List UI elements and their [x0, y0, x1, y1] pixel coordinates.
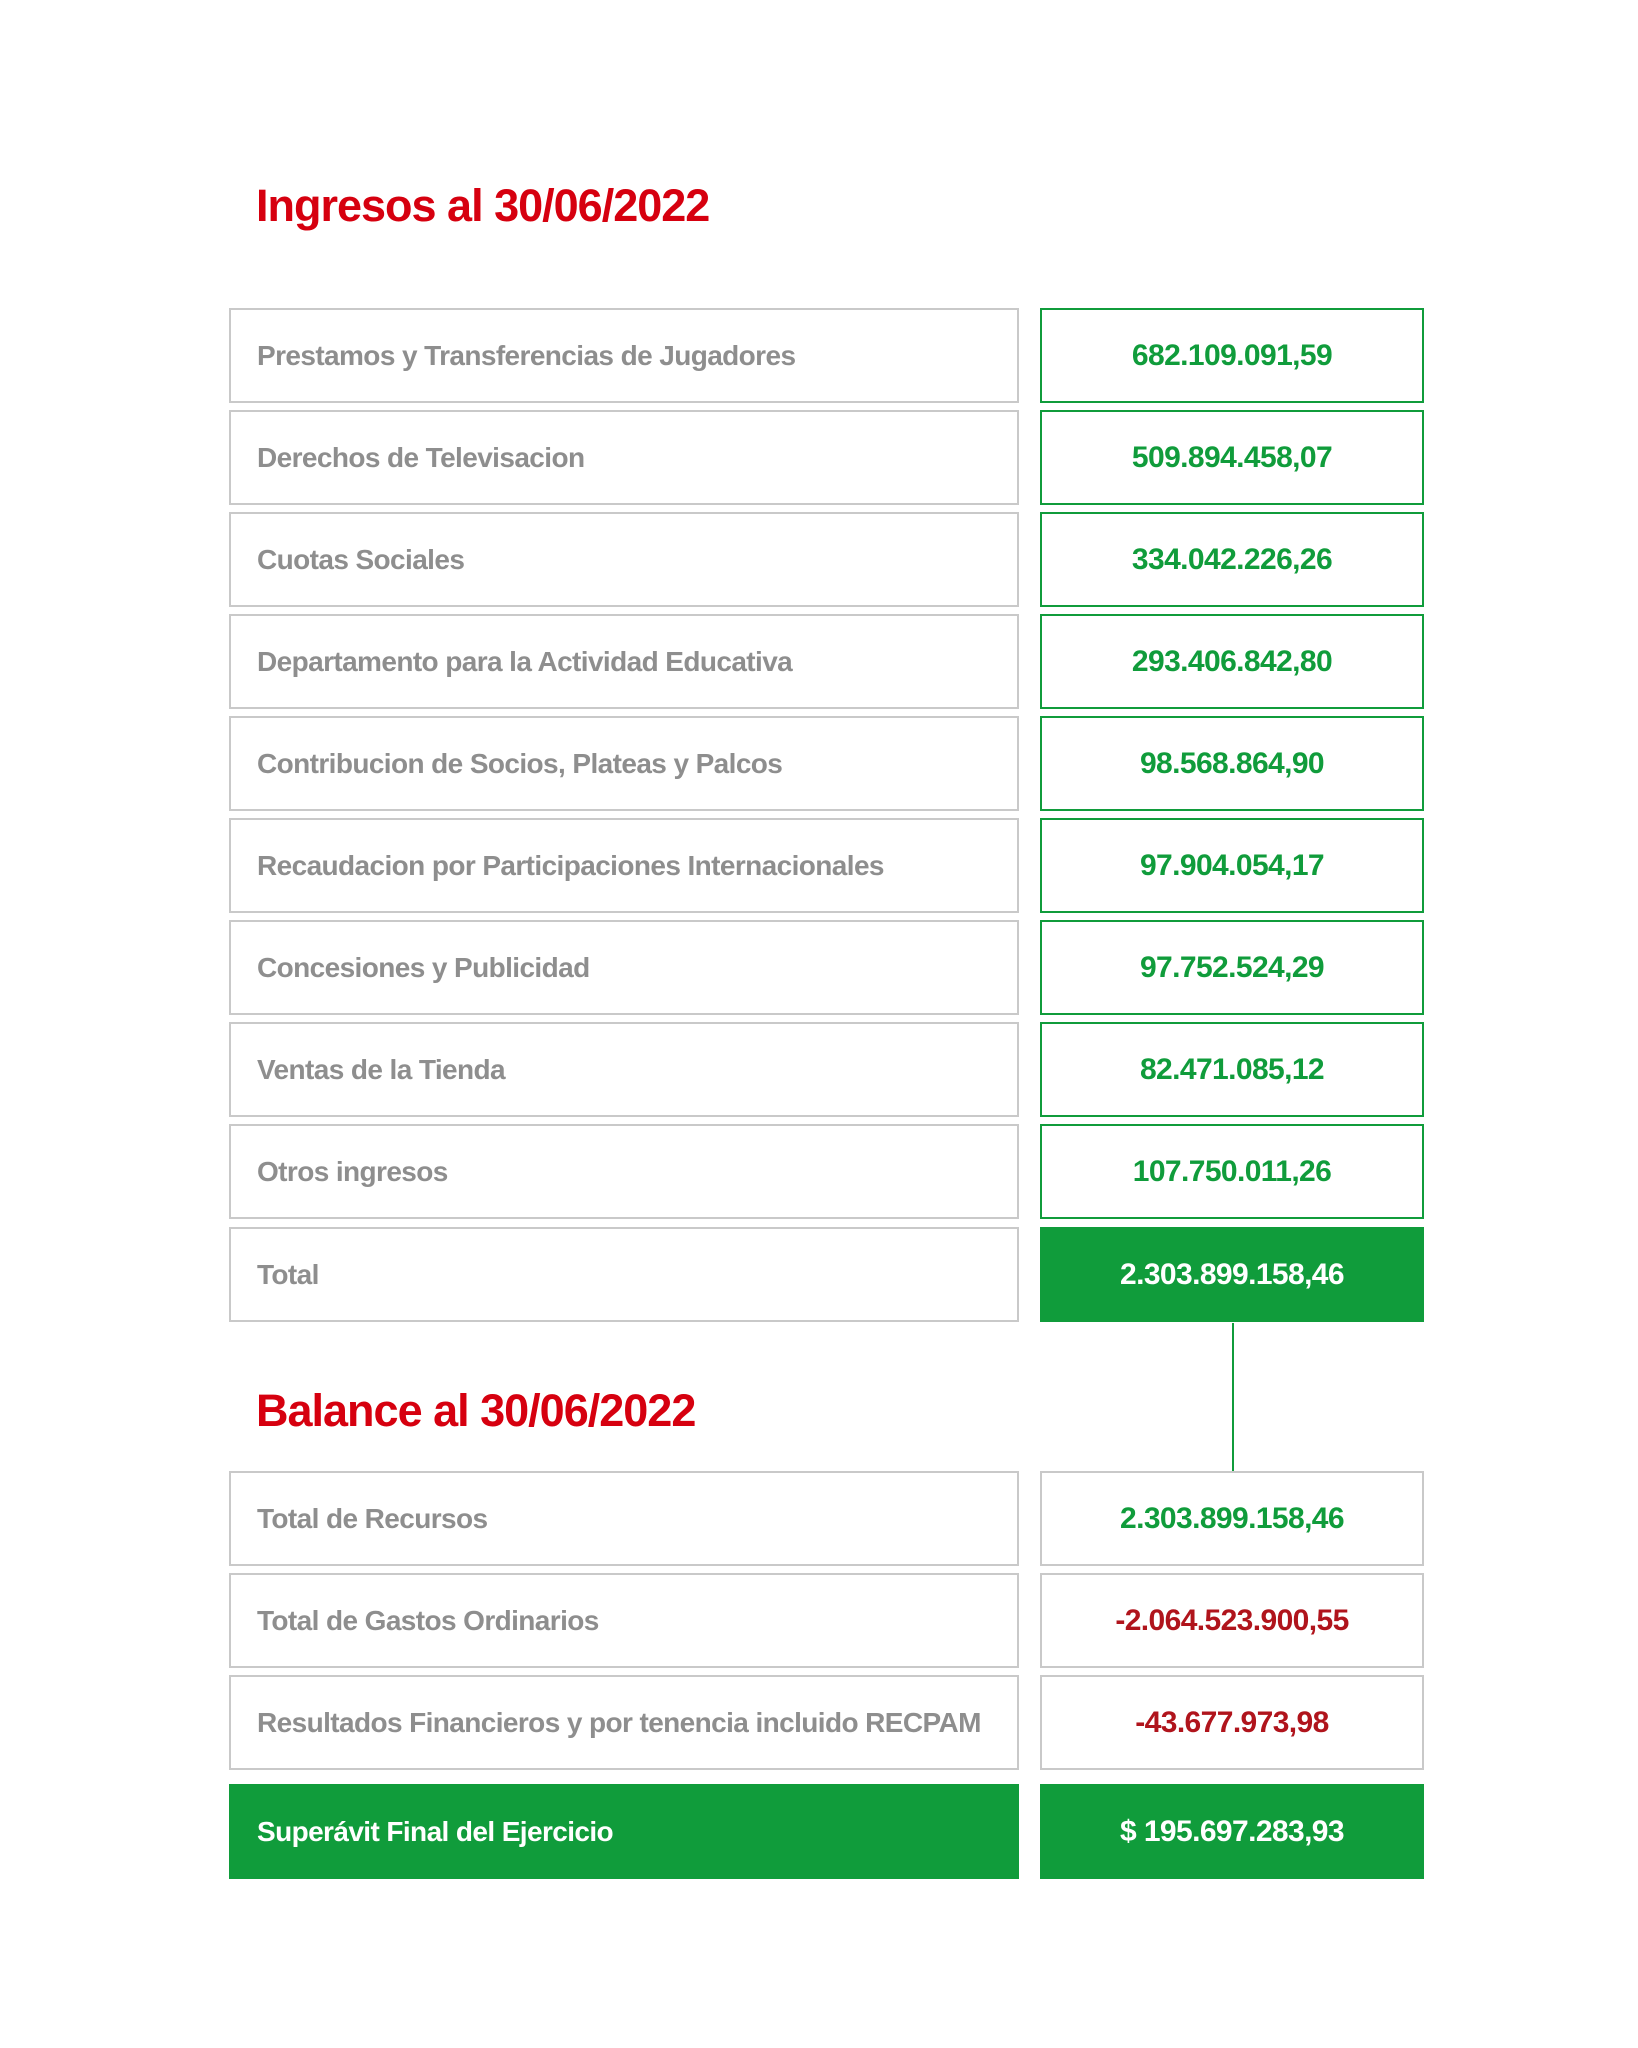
ingresos-row-label: Recaudacion por Participaciones Internacionales	[229, 818, 1019, 913]
ingresos-row-value: 293.406.842,80	[1040, 614, 1424, 709]
ingresos-row-value: 682.109.091,59	[1040, 308, 1424, 403]
ingresos-total-row	[229, 1227, 1424, 1322]
ingresos-row	[229, 614, 1424, 709]
ingresos-row	[229, 818, 1424, 913]
balance-title: Balance al 30/06/2022	[256, 1385, 696, 1436]
balance-row-value: -2.064.523.900,55	[1040, 1573, 1424, 1668]
balance-row-value: -43.677.973,98	[1040, 1675, 1424, 1770]
ingresos-row	[229, 716, 1424, 811]
balance-row-value: 2.303.899.158,46	[1040, 1471, 1424, 1566]
ingresos-row	[229, 1124, 1424, 1219]
balance-row	[229, 1471, 1424, 1566]
balance-row	[229, 1573, 1424, 1668]
ingresos-row-value: 98.568.864,90	[1040, 716, 1424, 811]
ingresos-row	[229, 410, 1424, 505]
ingresos-row-value: 82.471.085,12	[1040, 1022, 1424, 1117]
ingresos-row-label: Cuotas Sociales	[229, 512, 1019, 607]
balance-result-row	[229, 1784, 1424, 1879]
ingresos-row-value: 107.750.011,26	[1040, 1124, 1424, 1219]
ingresos-row	[229, 920, 1424, 1015]
ingresos-total-value: 2.303.899.158,46	[1040, 1227, 1424, 1322]
ingresos-row-value: 97.904.054,17	[1040, 818, 1424, 913]
ingresos-row-label: Ventas de la Tienda	[229, 1022, 1019, 1117]
ingresos-row	[229, 308, 1424, 403]
ingresos-row-value: 509.894.458,07	[1040, 410, 1424, 505]
ingresos-row-label: Concesiones y Publicidad	[229, 920, 1019, 1015]
ingresos-total-label: Total	[229, 1227, 1019, 1322]
balance-row	[229, 1675, 1424, 1770]
ingresos-row-label: Prestamos y Transferencias de Jugadores	[229, 308, 1019, 403]
ingresos-row	[229, 512, 1424, 607]
balance-row-label: Resultados Financieros y por tenencia incluido RECPAM	[229, 1675, 1019, 1770]
ingresos-row-value: 97.752.524,29	[1040, 920, 1424, 1015]
balance-result-value: $ 195.697.283,93	[1040, 1784, 1424, 1879]
balance-result-label: Superávit Final del Ejercicio	[229, 1784, 1019, 1879]
total-connector-line	[1232, 1323, 1234, 1473]
balance-row-label: Total de Recursos	[229, 1471, 1019, 1566]
ingresos-row-value: 334.042.226,26	[1040, 512, 1424, 607]
ingresos-row-label: Derechos de Televisacion	[229, 410, 1019, 505]
ingresos-row	[229, 1022, 1424, 1117]
ingresos-row-label: Contribucion de Socios, Plateas y Palcos	[229, 716, 1019, 811]
balance-row-label: Total de Gastos Ordinarios	[229, 1573, 1019, 1668]
ingresos-row-label: Otros ingresos	[229, 1124, 1019, 1219]
ingresos-row-label: Departamento para la Actividad Educativa	[229, 614, 1019, 709]
ingresos-title: Ingresos al 30/06/2022	[256, 180, 710, 231]
